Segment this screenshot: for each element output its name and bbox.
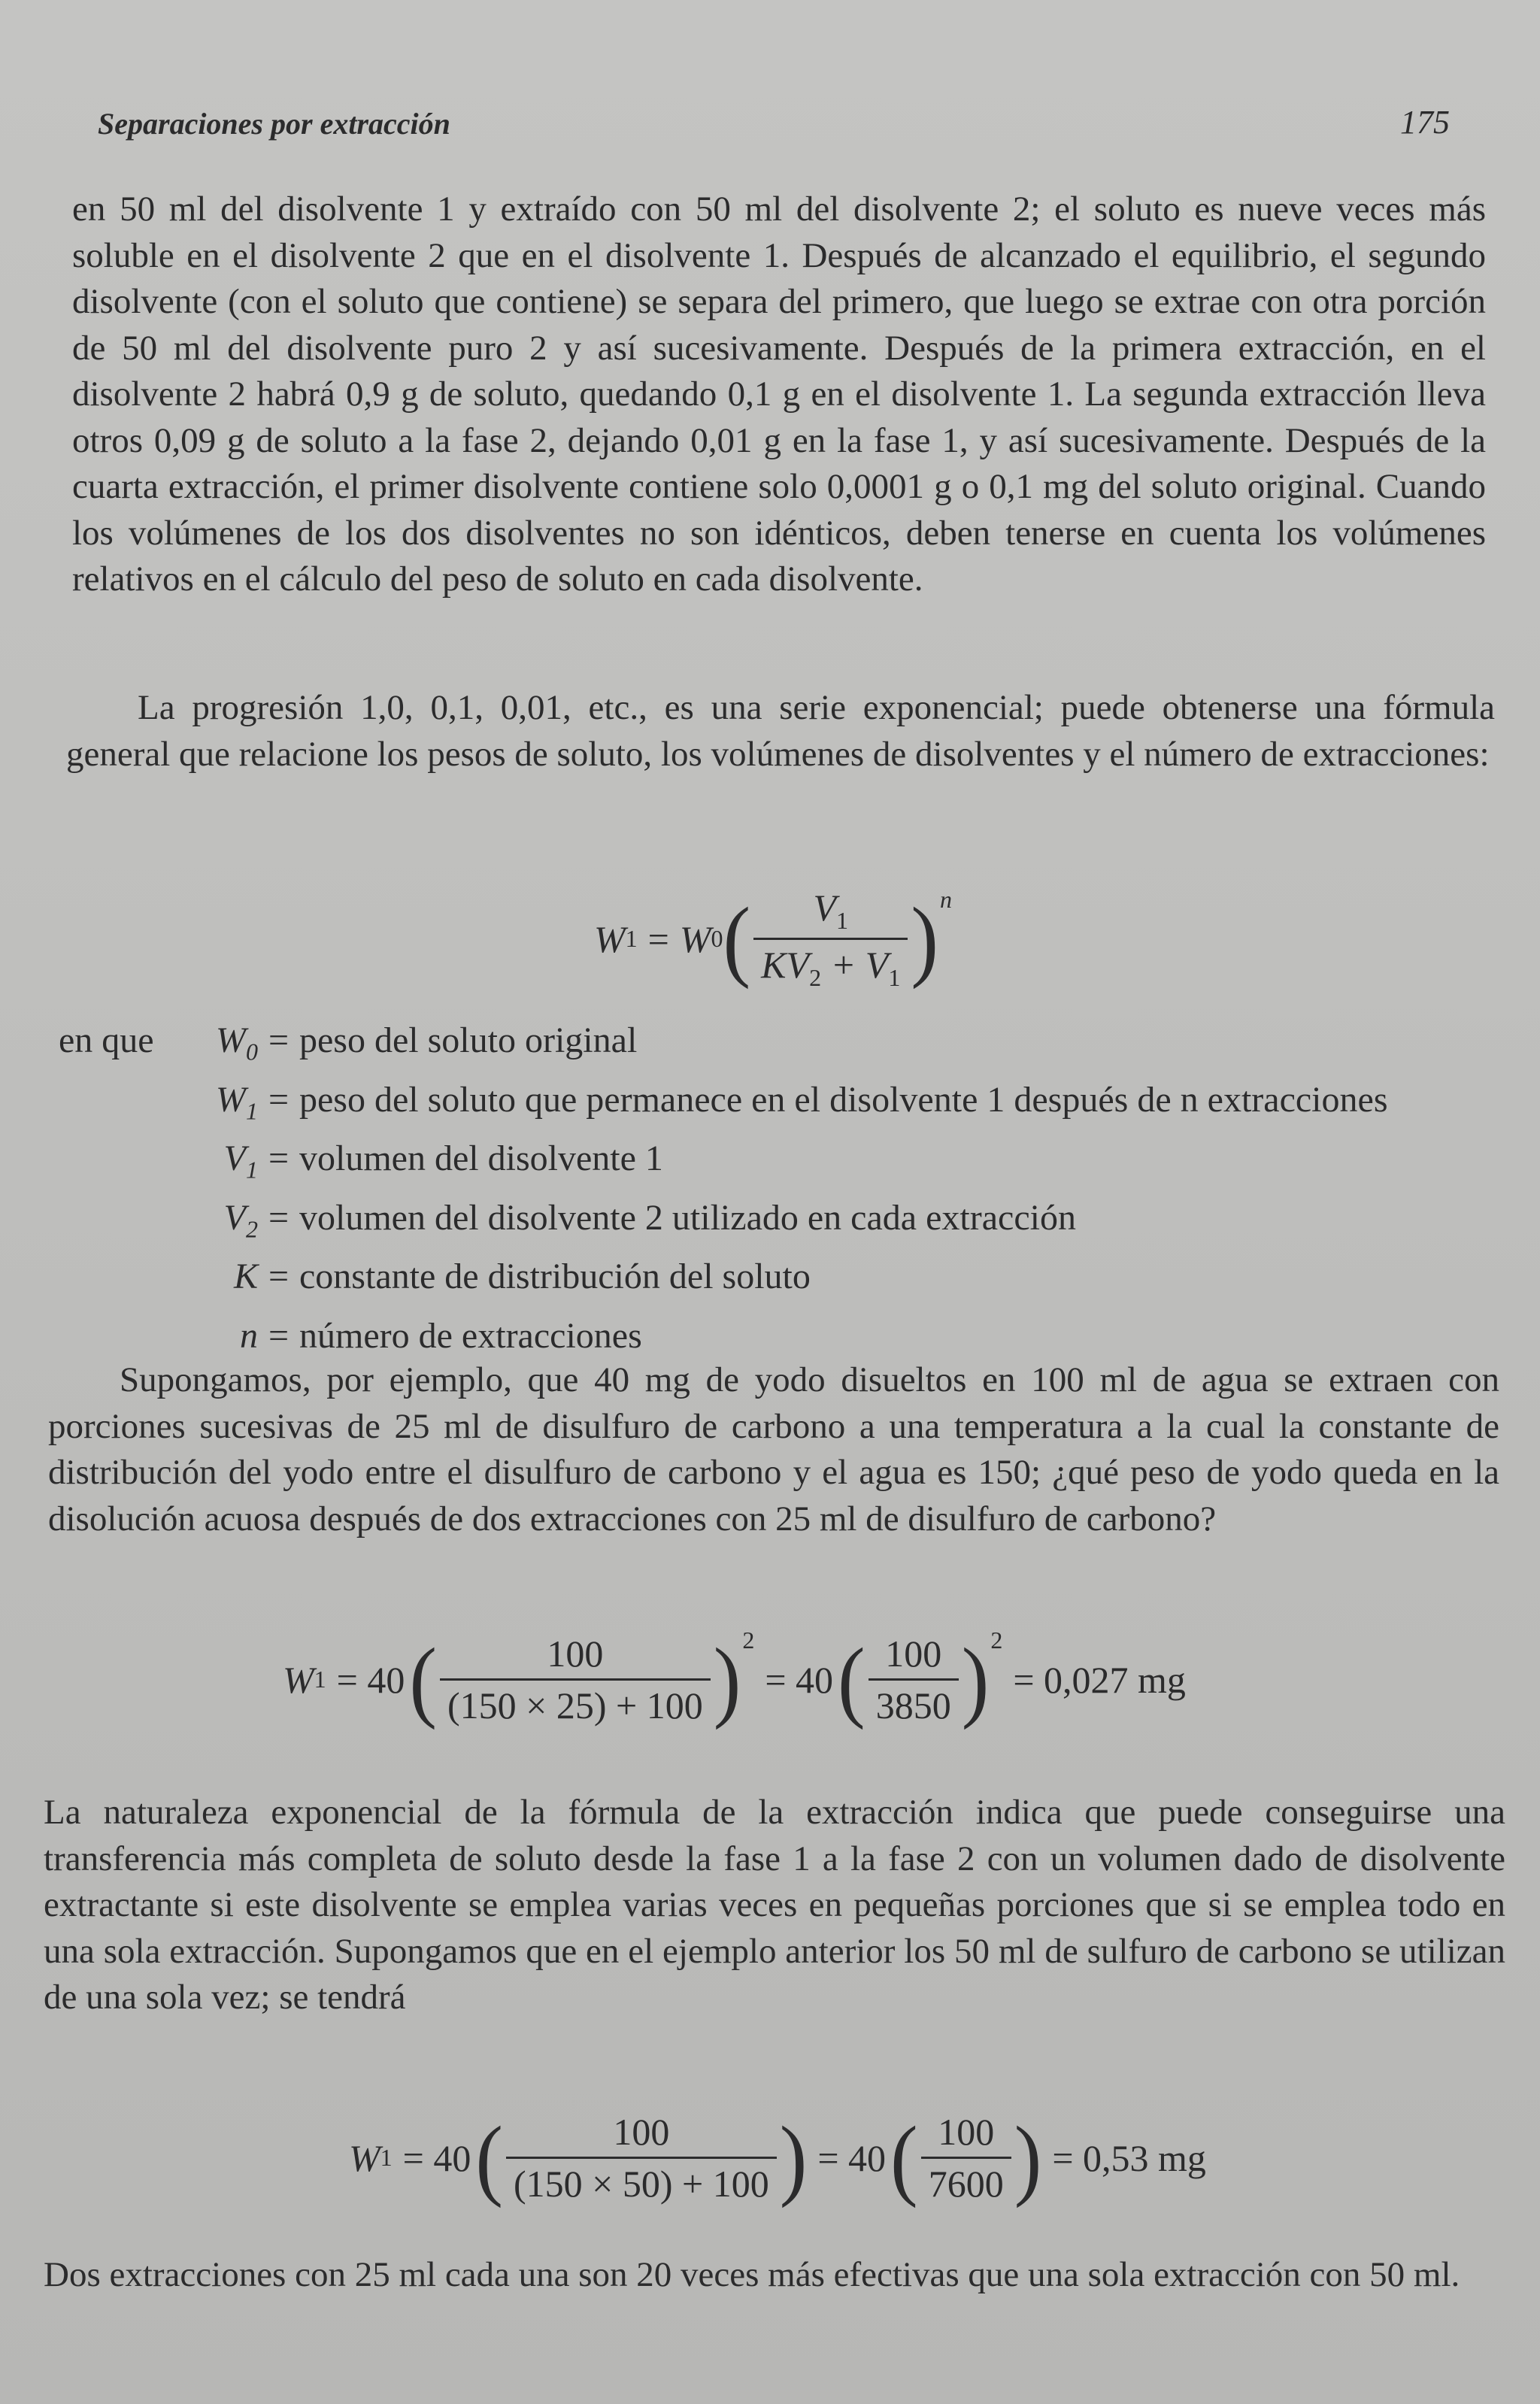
definition-symbol [175,1253,258,1312]
formula1-numerator [805,886,856,938]
single-extraction-formula [349,2107,1206,2208]
definition-equals: = [268,1079,290,1120]
definitions-lead: en que [59,1020,154,1060]
formula3-denominator-2: 7600 [921,2157,1011,2205]
formula1-fraction [753,886,908,992]
definition-row [59,1076,1502,1135]
symbol-sub: 1 [246,1097,258,1125]
formula2-fraction-2 [869,1632,959,1727]
definition-symbol [175,1135,258,1194]
formula3-eq: = 40 [402,2136,471,2179]
formula2-eq2: = 40 [765,1658,834,1701]
formula2-close-paren-1: ) [713,1629,741,1730]
definition-text: número de extracciones [299,1315,642,1356]
definition-text: peso del soluto que permanece en el disolvente 1 después de n extracciones [299,1079,1388,1120]
symbol-sub: 0 [246,1038,258,1066]
paragraph-2 [66,685,1495,778]
paragraph-3 [48,1357,1499,1542]
page-number: 175 [1400,104,1450,141]
paragraph-4 [44,1790,1505,2021]
formula2-open-paren-1: ( [409,1629,437,1730]
formula2-denominator-2: 3850 [869,1678,959,1727]
formula1-denominator [753,938,908,992]
formula3-lhs-sub: 1 [380,2144,393,2171]
formula1-open-paren: ( [723,888,751,990]
formula1-eq: = [647,917,669,960]
paragraph-5-text: Dos extracciones con 25 ml cada una son 20 veces más efectivas que una sola extracción con 50 ml. [44,2255,1460,2294]
formula1-den-plus: + V [821,944,889,986]
definition-symbol [175,1194,258,1254]
general-extraction-formula [594,886,952,992]
paragraph-3-text: Supongamos, por ejemplo, que 40 mg de yodo disueltos en 100 ml de agua se extraen con porciones sucesivas de 25 ml de disulfuro de carbono a una temperatura a la cual la constante de distribución del yodo entre el disulfuro de carbono y el agua es 150; ¿qué peso de yodo queda en la disolución acuosa después de dos extracciones con 25 ml de disulfuro de carbono? [48,1360,1499,1538]
definition-equals: = [268,1197,290,1238]
formula1-den-b-sub: 1 [888,964,901,991]
formula3-close-paren-1: ) [779,2107,808,2208]
definition-text: peso del soluto original [299,1020,638,1060]
definitions-lead-spacer [59,1194,175,1254]
formula1-close-paren: ) [911,888,938,990]
formula3-eq2: = 40 [817,2136,887,2179]
formula1-num-sub: 1 [836,907,849,934]
definition-equals: = [268,1020,290,1060]
formula2-open-paren-2: ( [838,1629,865,1730]
paragraph-5 [44,2252,1505,2299]
formula2-denominator-1: (150 × 25) + 100 [440,1678,711,1727]
definition-symbol [175,1076,258,1135]
symbol-letter: V [223,1138,246,1179]
definition-row [59,1194,1502,1254]
formula3-open-paren-2: ( [890,2107,918,2208]
formula3-fraction-1 [506,2110,777,2205]
formula2-exponent-1: 2 [742,1626,755,1654]
formula3-open-paren-1: ( [475,2107,503,2208]
definitions-lead-spacer [59,1135,175,1194]
running-header [98,96,1480,141]
formula3-denominator-1: (150 × 50) + 100 [506,2157,777,2205]
formula2-lhs-sub: 1 [314,1666,326,1693]
definition-text: volumen del disolvente 2 utilizado en cada extracción [299,1197,1076,1238]
formula1-coef: W [679,917,711,960]
definition-equals: = [268,1257,290,1297]
formula1-den-a-sub: 2 [809,964,822,991]
paragraph-2-text: La progresión 1,0, 0,1, 0,01, etc., es una serie exponencial; puede obtenerse una fórmula general que relacione los pesos de soluto, los volúmenes de disolventes y el número de extracciones: [66,688,1495,774]
formula3-lhs: W [349,2136,380,2179]
symbol-letter: W [216,1020,246,1060]
variable-definitions [59,1017,1502,1372]
paragraph-1-text: en 50 ml del disolvente 1 y extraído con 50 ml del disolvente 2; el soluto es nueve veces más soluble en el disolvente 2 que en el disolvente 1. Después de alcanzado el equilibrio, el segundo disolvente (con el soluto que contiene) se separa del primero, que luego se extrae con otra porción de 50 ml del disolvente puro 2 y así sucesivamente. Después de la primera extracción, en el disolvente 2 habrá 0,9 g de soluto, quedando 0,1 g en el disolvente 1. La segunda extracción lleva otros 0,09 g de soluto a la fase 2, dejando 0,01 g en la fase 1, y así sucesivamente. Después de la cuarta extracción, el primer disolvente contiene solo 0,0001 g o 0,1 mg del soluto original. Cuando los volúmenes de los dos disolventes no son idénticos, deben tenerse en cuenta los volúmenes relativos en el cálculo del peso de soluto en cada disolvente. [72,189,1486,599]
symbol-sub: 1 [246,1156,258,1184]
formula2-result: = 0,027 mg [1013,1658,1186,1701]
two-extractions-formula [283,1626,1186,1730]
formula1-den-a: KV [761,944,810,986]
formula1-num-var: V [813,887,837,929]
symbol-letter: n [240,1315,258,1356]
definitions-lead-spacer [59,1076,175,1135]
definitions-lead-spacer [59,1253,175,1312]
definition-equals: = [268,1315,290,1356]
chapter-title: Separaciones por extracción [98,107,450,141]
formula2-eq: = 40 [336,1658,405,1701]
formula2-exponent-2: 2 [990,1626,1003,1654]
definition-symbol [175,1017,258,1076]
paragraph-4-text: La naturaleza exponencial de la fórmula de la extracción indica que puede conseguirse una transferencia más completa de soluto desde la fase 1 a la fase 2 con un volumen dado de disolvente extractante si este disolvente se emplea varias veces en pequeñas porciones que si se emplea todo en una sola extracción. Supongamos que en el ejemplo anterior los 50 ml de sulfuro de carbono se utilizan de una sola vez; se tendrá [44,1793,1505,2017]
symbol-letter: V [223,1197,246,1238]
formula3-result: = 0,53 mg [1052,2136,1206,2179]
formula2-fraction-1 [440,1632,711,1727]
symbol-letter: W [216,1079,246,1120]
formula1-lhs-sub: 1 [625,925,638,952]
formula2-numerator-2: 100 [885,1632,942,1675]
formula2-numerator-1: 100 [547,1632,604,1675]
definition-equals: = [268,1138,290,1179]
definition-text: volumen del disolvente 1 [299,1138,663,1179]
formula1-coef-sub: 0 [711,925,723,952]
formula3-numerator-2: 100 [938,2111,995,2153]
formula2-close-paren-2: ) [961,1629,990,1730]
formula3-numerator-1: 100 [613,2111,670,2153]
formula1-lhs: W [594,917,626,960]
definition-row [59,1253,1502,1312]
symbol-letter: K [233,1257,258,1297]
formula1-exponent: n [940,886,952,913]
formula2-lhs: W [283,1658,314,1701]
definition-row [59,1135,1502,1194]
formula3-fraction-2 [921,2110,1011,2205]
paragraph-1 [72,186,1486,603]
formula3-close-paren-2: ) [1014,2107,1042,2208]
definition-text: constante de distribución del soluto [299,1257,811,1297]
definition-row [59,1017,1502,1076]
symbol-sub: 2 [246,1215,258,1243]
